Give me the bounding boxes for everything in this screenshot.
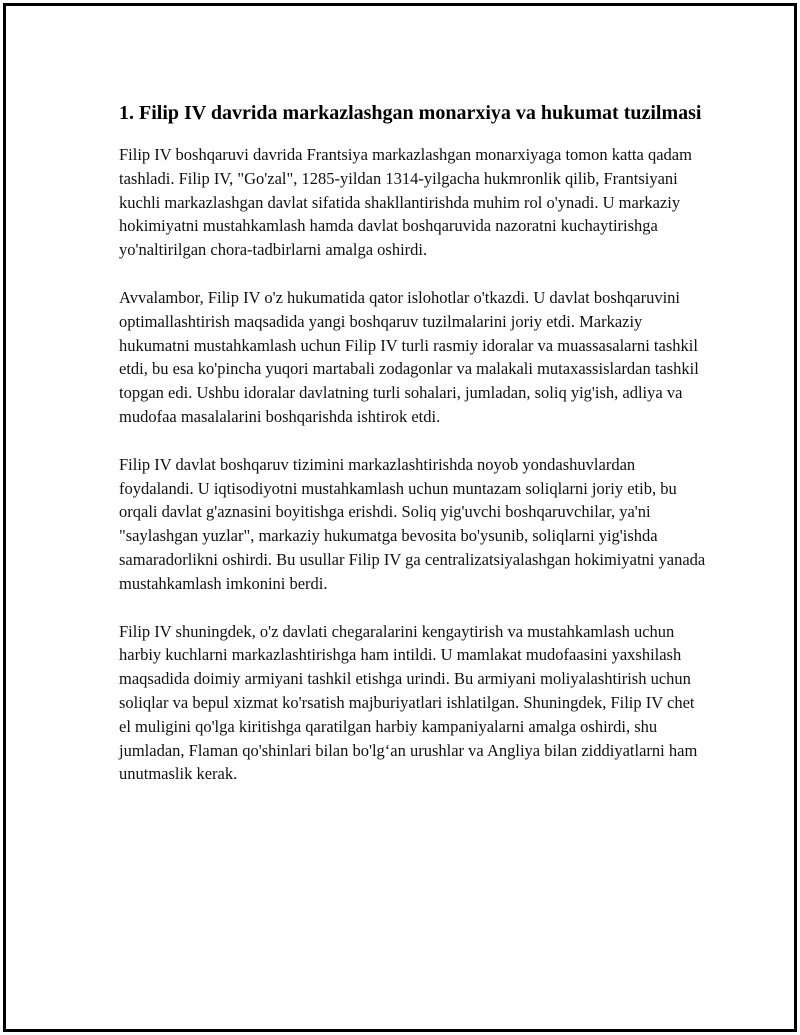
page-frame (3, 3, 797, 1032)
paragraph-4: Filip IV shuningdek, o'z davlati chegaralarini kengaytirish va mustahkamlash uchun harbiy kuchlarni markazlashtirishga ham intildi. U mamlakat mudofaasini yaxshilash maqsadida doimiy armiyani tashkil etishga urindi. Bu armiyani moliyalashtirish uchun soliqlar va bepul xizmat ko'rsatish majburiyatlari ishlatilgan. Shuningdek, Filip IV chet el muligini qo'lga kiritishga qaratilgan harbiy kampaniyalarni amalga oshirdi, shu jumladan, Flaman qo'shinlari bilan bo'lg‘an urushlar va Angliya bilan ziddiyatlarni ham unutmaslik kerak. (119, 621, 698, 784)
paragraph-1: Filip IV boshqaruvi davrida Frantsiya markazlashgan monarxiyaga tomon katta qadam tashladi. Filip IV, "Go'zal", 1285-yildan 1314-yilgacha hukmronlik qilib, Frantsiyani kuchli markazlashgan davlat sifatida shakllantirishda muhim rol o'ynadi. U markaziy hokimiyatni mustahkamlash hamda davlat boshqaruvida nazoratni kuchaytirishga yo'naltirilgan chora-tadbirlarni amalga oshirdi. (119, 145, 692, 260)
paragraph-2: Avvalambor, Filip IV o'z hukumatida qator islohotlar o'tkazdi. U davlat boshqaruvini optimallashtirish maqsadida yangi boshqaruv tuzilmalarini joriy etdi. Markaziy hukumatni mustahkamlash uchun Filip IV turli rasmiy idoralar va muassasalarni tashkil etdi, bu esa ko'pincha yuqori martabali zodagonlar va malakali mutaxassislardan tashkil topgan edi. Ushbu idoralar davlatning turli sohalari, jumladan, soliq yig'ish, adliya va mudofaa masalalarini boshqarishda ishtirok etdi. (119, 287, 699, 426)
paragraph-3: Filip IV davlat boshqaruv tizimini markazlashtirishda noyob yondashuvlardan foydalandi. U iqtisodiyotni mustahkamlash uchun muntazam soliqlarni joriy etib, bu orqali davlat g'aznasini boyitishga erishdi. Soliq yig'uvchi boshqaruvchilar, ya'ni "saylashgan yuzlar", markaziy hukumatga bevosita bo'ysunib, soliqlarni yig'ishda samaradorlikni oshirdi. Bu usullar Filip IV ga centralizatsiyalashgan hokimiyatni yanada mustahkamlash imkonini berdi. (119, 454, 706, 593)
section-heading: 1. Filip IV davrida markazlashgan monarxiya va hukumat tuzilmasi (119, 102, 702, 124)
document-body (119, 100, 709, 810)
